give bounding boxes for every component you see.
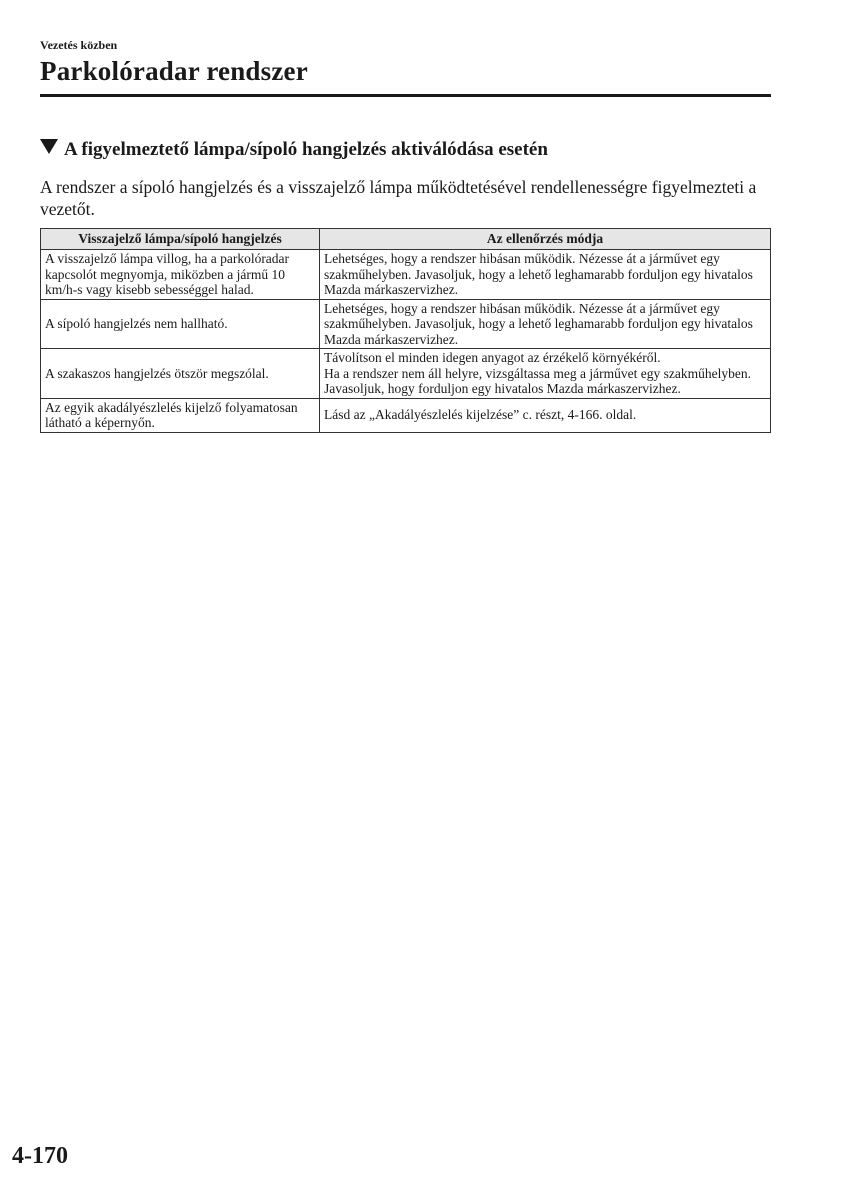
condition-cell: Az egyik akadályészlelés kijelző folyamatosan látható a képernyőn.: [41, 398, 320, 432]
intro-paragraph: A rendszer a sípoló hangjelzés és a visszajelző lámpa működtetésével rendellenességre figyelmezteti a vezetőt.: [40, 177, 757, 219]
check-line: Ha a rendszer nem áll helyre, vizsgáltassa meg a járművet egy szakműhelyben. Javasoljuk, hogy forduljon egy hivatalos Mazda márkaszervizhez.: [324, 365, 751, 396]
triangle-bullet-icon: [40, 139, 58, 154]
table-row: [41, 398, 771, 432]
condition-cell: A szakaszos hangjelzés ötször megszólal.: [41, 349, 320, 399]
check-cell: Lásd az „Akadályészlelés kijelzése” c. részt, 4-166. oldal.: [320, 398, 771, 432]
condition-cell: A sípoló hangjelzés nem hallható.: [41, 299, 320, 349]
table-row: [41, 349, 771, 399]
check-line: Távolítson el minden idegen anyagot az érzékelő környékéről.: [324, 350, 661, 365]
sub-heading: [40, 139, 548, 161]
check-cell: [320, 349, 771, 399]
header-condition: Visszajelző lámpa/sípoló hangjelzés: [41, 229, 320, 250]
check-cell: Lehetséges, hogy a rendszer hibásan működik. Nézesse át a járművet egy szakműhelyben. Javasoljuk, hogy a lehető leghamarabb forduljon egy hivatalos Mazda márkaszervizhez.: [320, 299, 771, 349]
sub-heading-text: A figyelmeztető lámpa/sípoló hangjelzés aktiválódása esetén: [64, 139, 548, 160]
diagnosis-table: [40, 228, 771, 433]
table-header-row: [41, 229, 771, 250]
section-label: Vezetés közben: [40, 38, 118, 52]
table-row: [41, 250, 771, 300]
check-cell: Lehetséges, hogy a rendszer hibásan működik. Nézesse át a járművet egy szakműhelyben. Javasoljuk, hogy a lehető leghamarabb forduljon egy hivatalos Mazda márkaszervizhez.: [320, 250, 771, 300]
page-title: Parkolóradar rendszer: [40, 56, 308, 86]
page-number: 4-170: [12, 1143, 68, 1169]
title-rule: [40, 94, 771, 97]
table-row: [41, 299, 771, 349]
header-check: Az ellenőrzés módja: [320, 229, 771, 250]
condition-cell: A visszajelző lámpa villog, ha a parkolóradar kapcsolót megnyomja, miközben a jármű 10 km/h-s vagy kisebb sebességgel halad.: [41, 250, 320, 300]
